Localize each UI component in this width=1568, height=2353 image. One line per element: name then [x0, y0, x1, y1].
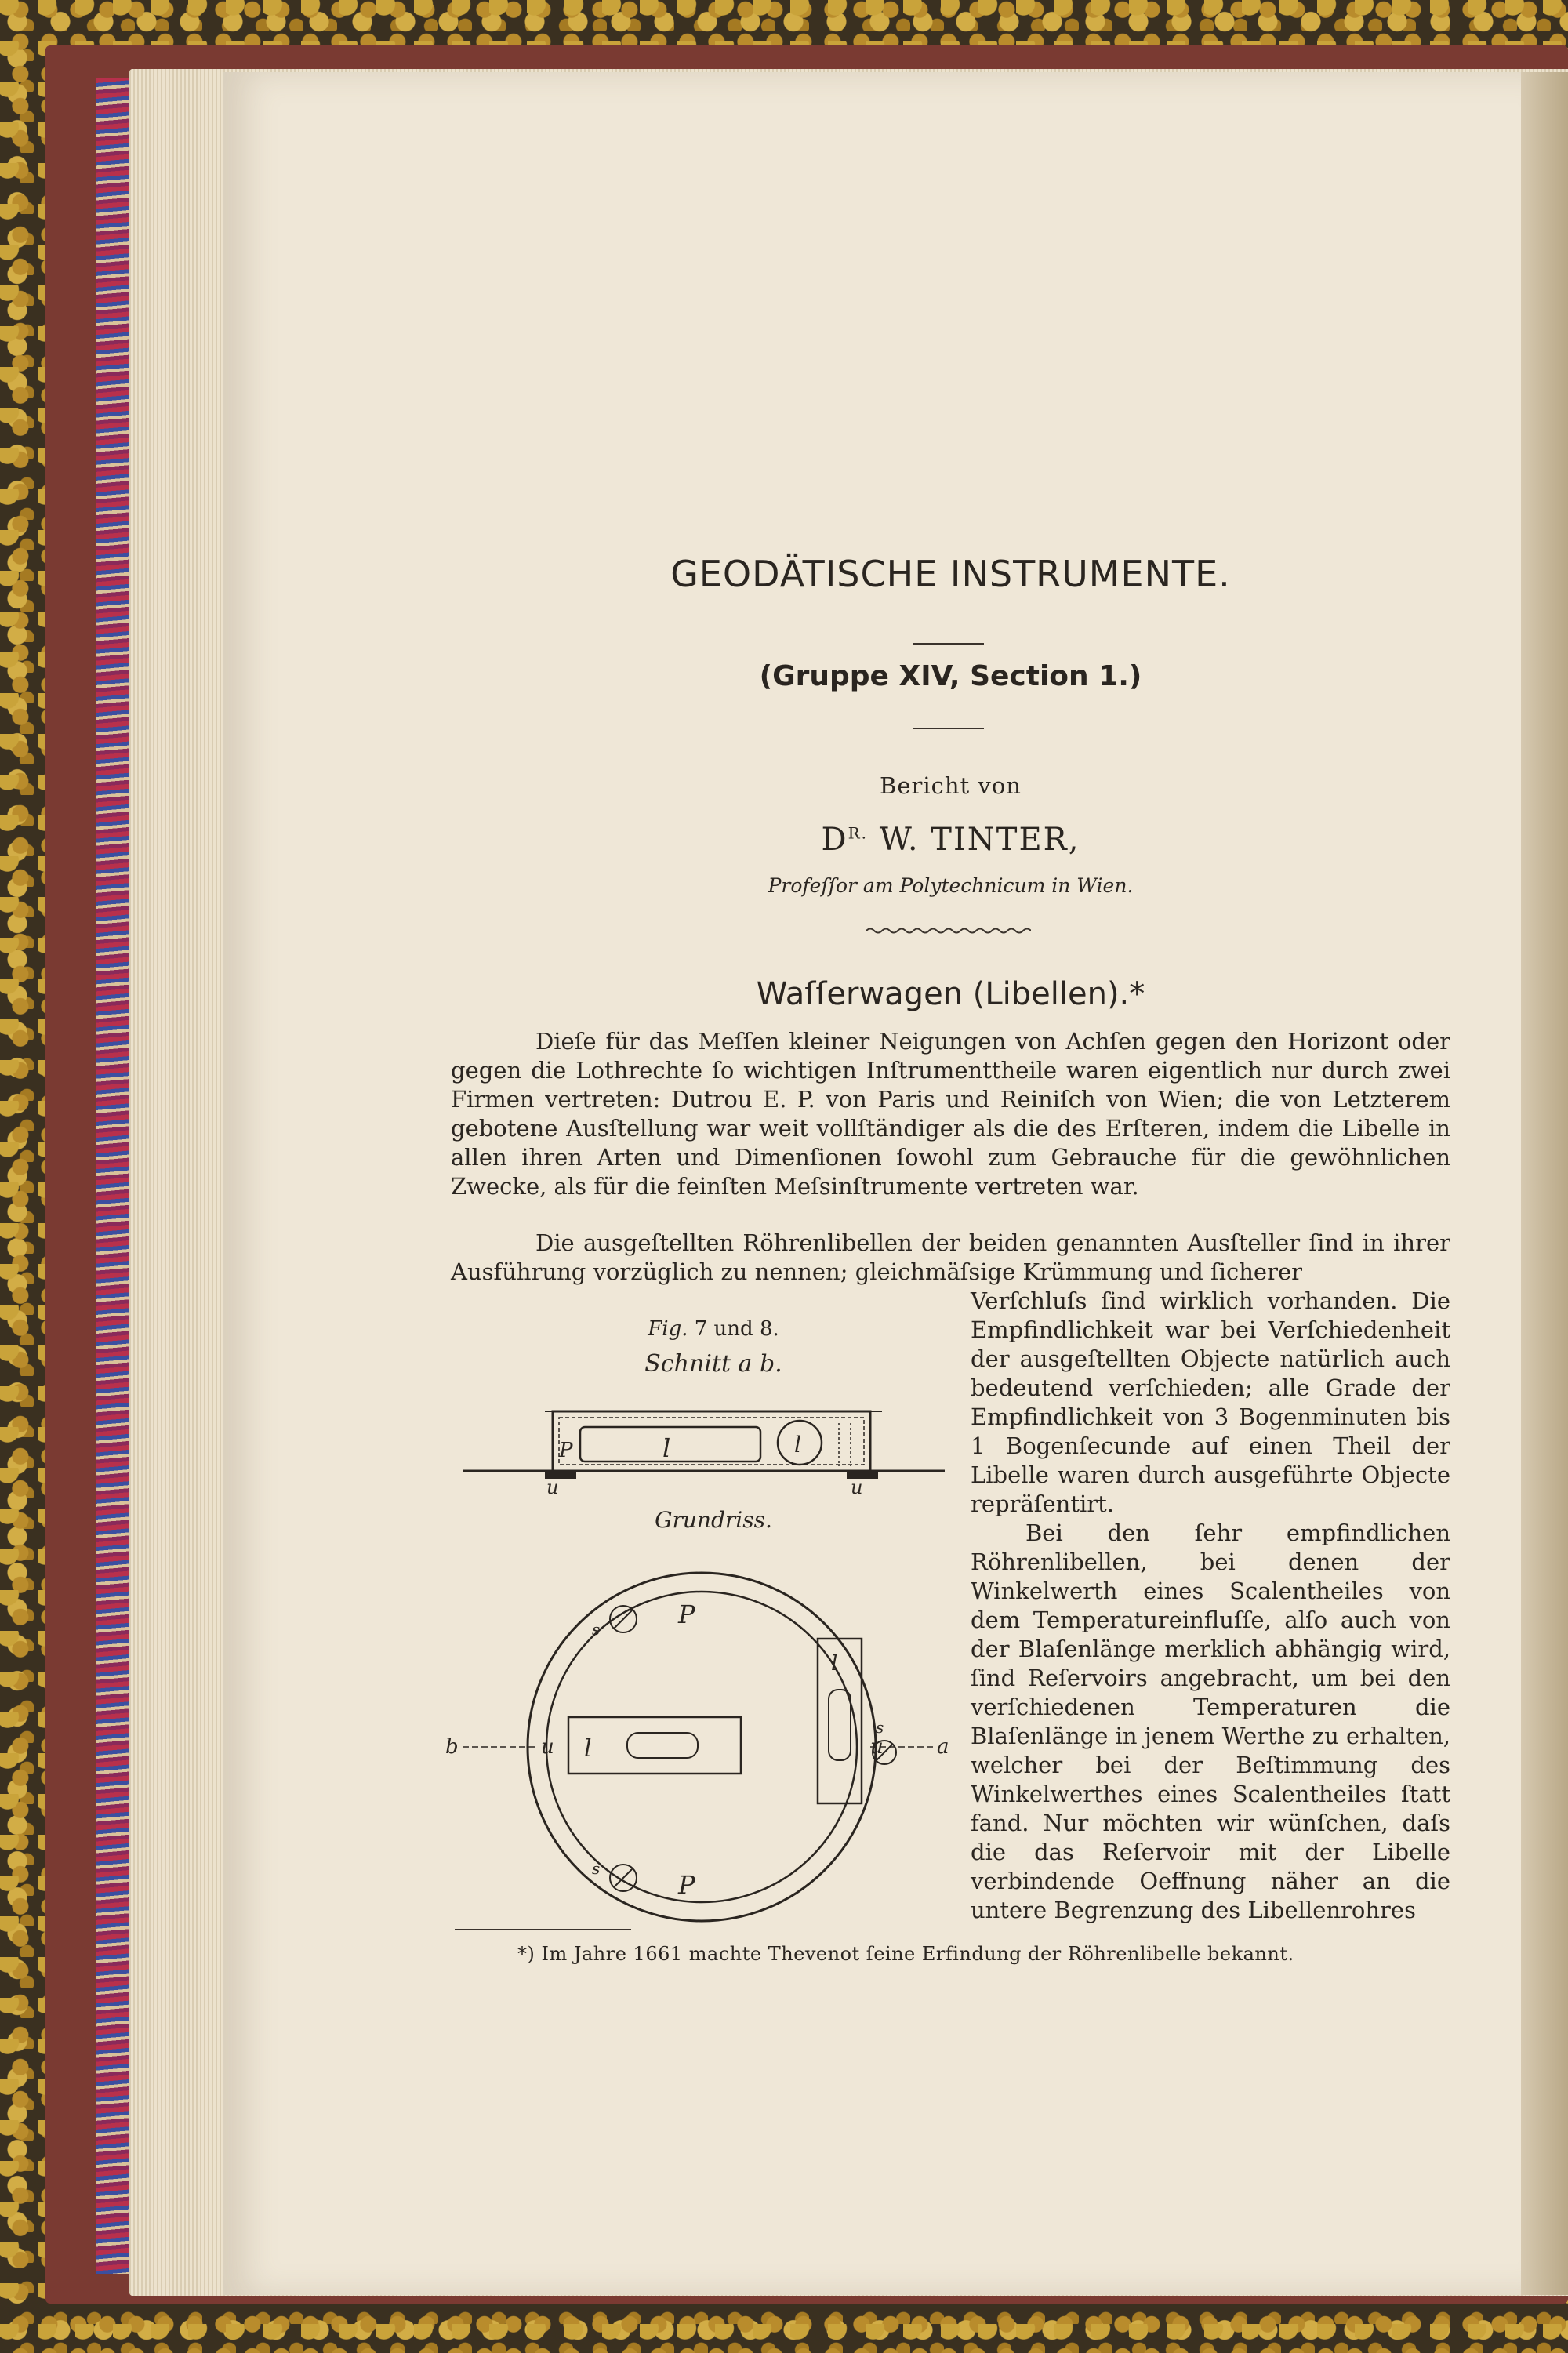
paragraph-2-column: Verſchluſs ſind wirklich vorhanden. Die Empfindlichkeit war bei Verſchiedenheit der ausgeſtellten Objecte natürlich auch bedeutend verſchieden; alle Grade der Empfindlichkeit von 3 Bogenminuten bis 1 Bogenſecunde auf einen Theil der Libelle waren durch ausgeführte Objecte repräſentirt. [971, 1287, 1450, 1517]
plan-view-drawing [443, 1545, 968, 1952]
subtitle-rule [913, 728, 984, 729]
svg-text:u: u [546, 1476, 559, 1498]
paragraph-2-full: Die ausgeſtellten Röhrenlibellen der beiden genannten Ausſteller ſind in ihrer Ausführung vorzüglich zu nennen; gleichmäſsige Krümmung und ſicherer [451, 1229, 1450, 1285]
svg-text:P: P [678, 1870, 695, 1900]
group-subtitle: (Gruppe XIV, Section 1.) [759, 660, 1142, 692]
ornament-rule [866, 925, 1031, 936]
svg-text:l: l [584, 1735, 592, 1763]
page-gutter-shadow [1521, 72, 1568, 2295]
section-heading: Waſſerwagen (Libellen).* [756, 976, 1145, 1012]
svg-text:u: u [541, 1735, 554, 1759]
page-title: GEODÄTISCHE INSTRUMENTE. [670, 553, 1231, 595]
svg-text:l: l [794, 1432, 801, 1458]
footnote: *) Im Jahre 1661 machte Thevenot ſeine Erfindung der Röhrenlibelle bekannt. [517, 1943, 1294, 1965]
svg-text:b: b [445, 1735, 459, 1759]
paragraph-1: Dieſe für das Meſſen kleiner Neigungen von Achſen gegen den Horizont oder gegen die Lothrechte ſo wichtigen Inſtrumenttheile waren eigentlich nur durch zwei Firmen vertreten: Dutrou E. P. von Paris und Reiniſch von Wien; die von Letzterem gebotene Ausſtellung war weit vollſtändiger als die des Erſteren, indem die Libelle in allen ihren Arten und Dimenſionen ſowohl zum Gebrauche für die gewöhnlichen Zwecke, als für die feinſten Meſsinſtrumente vertreten war. [451, 1028, 1450, 1200]
plan-view-label: Grundriss. [655, 1507, 772, 1533]
section-view-drawing [459, 1396, 968, 1498]
svg-text:u: u [870, 1735, 884, 1759]
svg-text:P: P [559, 1439, 573, 1462]
svg-text:P: P [678, 1600, 695, 1629]
svg-text:s: s [876, 1718, 884, 1737]
section-view-label: Schnitt a b. [644, 1350, 782, 1378]
author-affiliation: Profeſſor am Polytechnicum in Wien. [768, 874, 1134, 897]
author-name: $D^{R.}$ W. TINTER, [821, 822, 1080, 858]
svg-text:a: a [937, 1735, 949, 1759]
svg-text:l: l [662, 1433, 671, 1463]
figure-caption: Fig. 7 und 8. [648, 1317, 779, 1341]
report-by: Bericht von [880, 772, 1022, 799]
svg-text:u: u [851, 1476, 863, 1498]
paragraph-3: Bei den ſehr empfindlichen Röhrenlibellen, bei denen der Winkelwerth eines Scalentheiles von dem Temperatureinfluſſe, alſo auch von der Blaſenlänge merklich abhängig wird, ſind Reſervoirs angebracht, um bei den verſchiedenen Temperaturen die Blaſenlänge in jenem Werthe zu erhalten, welcher bei der Beſtimmung des Winkelwerthes eines Scalentheiles ſtatt fand. Nur möchten wir wünſchen, daſs die das Reſervoir mit der Libelle verbindende Oeffnung näher an die untere Begrenzung des Libellenrohres [971, 1520, 1450, 1923]
svg-text:s: s [592, 1620, 601, 1639]
svg-text:l: l [831, 1652, 838, 1676]
title-rule [913, 643, 984, 645]
footnote-rule [455, 1929, 631, 1930]
svg-text:s: s [592, 1859, 601, 1878]
figure-7-8 [445, 1317, 968, 1952]
